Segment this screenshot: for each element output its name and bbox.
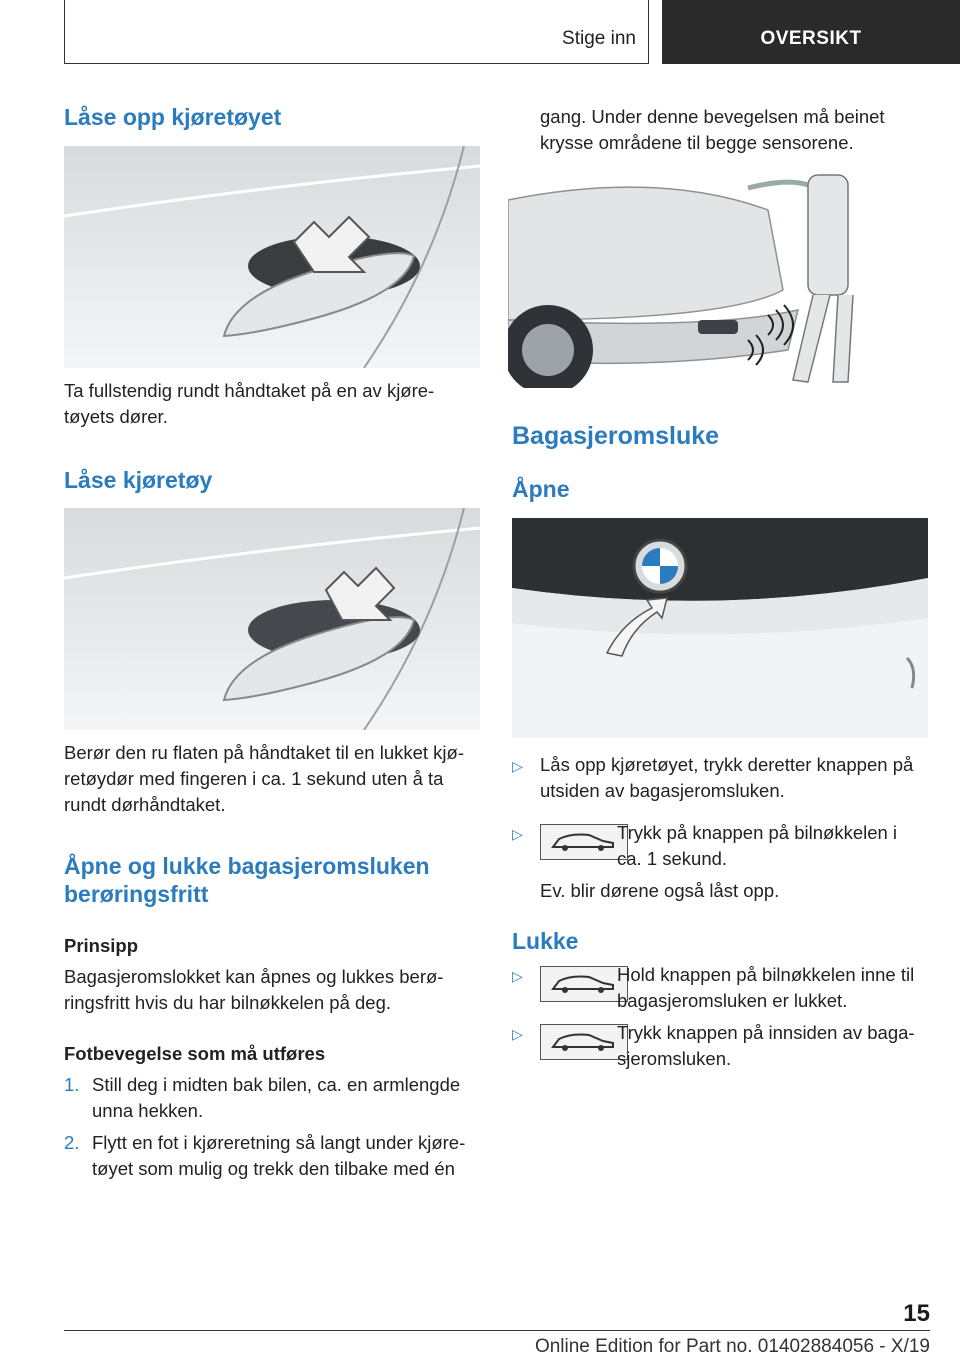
lock-text-line2: retøydør med fingeren i ca. 1 sekund uten å ta xyxy=(64,768,444,789)
heading-trunk: Bagasjeromsluke xyxy=(512,422,720,450)
heading-handsfree xyxy=(64,852,430,908)
heading-unlock: Låse opp kjøretøyet xyxy=(64,104,282,130)
heading-lock: Låse kjøretøy xyxy=(64,467,213,493)
close-item-2-text xyxy=(617,1020,937,1072)
step-2-number: 2. xyxy=(64,1132,80,1153)
header-section-title: Stige inn xyxy=(562,28,636,49)
car-trunk-key-button-icon xyxy=(540,1024,628,1060)
rear-bumper-kick-illustration-icon xyxy=(508,170,863,388)
step-2 xyxy=(64,1130,484,1182)
unlock-text xyxy=(64,378,484,430)
step-2-cont-line1: gang. Under denne bevegelsen må beinet xyxy=(540,106,885,127)
door-handle-illustration-icon xyxy=(64,146,480,368)
car-trunk-key-button-icon xyxy=(540,966,628,1002)
close-item-1-line2: bagasjeromsluken er lukket. xyxy=(617,990,848,1011)
open-item-1-line2: utsiden av bagasjeromsluken. xyxy=(540,780,785,801)
trunk-logo-figure xyxy=(512,518,928,738)
close-item-2-line1: Trykk knappen på innsiden av baga- xyxy=(617,1022,915,1043)
unlock-text-line1: Ta fullstendig rundt håndtaket på en av kjøre- xyxy=(64,380,435,401)
close-item-1-line1: Hold knappen på bilnøkkelen inne til xyxy=(617,964,915,985)
close-item-2 xyxy=(512,1020,523,1047)
header-chapter-title: OVERSIKT xyxy=(760,28,862,49)
door-handle-lock-figure xyxy=(64,508,480,730)
open-item-1 xyxy=(512,752,932,801)
step-1-number: 1. xyxy=(64,1074,80,1095)
open-item-1-text xyxy=(540,752,913,804)
step-2-line2: tøyet som mulig og trekk den tilbake med én xyxy=(92,1158,455,1179)
step-2-cont-line2: krysse områdene til begge sensorene. xyxy=(540,132,854,153)
open-item-2-text xyxy=(617,820,937,872)
door-handle-touch-illustration-icon xyxy=(64,508,480,730)
footer-edition: Online Edition for Part no. 01402884056 - X/19 xyxy=(534,1336,930,1357)
lock-text xyxy=(64,740,484,818)
close-item-2-line2: sjeromsluken. xyxy=(617,1048,732,1069)
heading-open: Åpne xyxy=(512,476,570,502)
car-trunk-key-button-icon-svg xyxy=(541,1025,626,1058)
principle-text-line1: Bagasjeromslokket kan åpnes og lukkes berø- xyxy=(64,966,444,987)
open-item-2-line2: ca. 1 sekund. xyxy=(617,848,728,869)
principle-title: Prinsipp xyxy=(64,935,139,956)
footer-divider xyxy=(64,1330,930,1331)
bullet-triangle-icon: ▷ xyxy=(512,968,523,984)
bullet-triangle-icon: ▷ xyxy=(512,826,523,842)
open-item-2-extra: Ev. blir dørene også låst opp. xyxy=(540,880,780,901)
principle-text xyxy=(64,964,484,1016)
bullet-triangle-icon: ▷ xyxy=(512,1026,523,1042)
heading-handsfree-line1: Åpne og lukke bagasjeromsluken xyxy=(64,853,430,879)
heading-close: Lukke xyxy=(512,928,579,954)
open-item-2-line1: Trykk på knappen på bilnøkkelen i xyxy=(617,822,898,843)
heading-handsfree-line2: berøringsfritt xyxy=(64,881,209,907)
door-handle-unlock-figure xyxy=(64,146,480,368)
car-trunk-key-button-icon-svg xyxy=(541,825,626,858)
principle-text-line2: ringsfritt hvis du har bilnøkkelen på deg. xyxy=(64,992,392,1013)
page-number: 15 xyxy=(903,1300,930,1327)
step-2-line1: Flytt en fot i kjøreretning så langt under kjøre- xyxy=(92,1132,466,1153)
car-trunk-key-button-icon-svg xyxy=(541,967,626,1000)
unlock-text-line2: tøyets dører. xyxy=(64,406,168,427)
lock-text-line1: Berør den ru flaten på håndtaket til en lukket kjø- xyxy=(64,742,465,763)
open-item-1-line1: Lås opp kjøretøyet, trykk deretter knappen på xyxy=(540,754,914,775)
trunk-logo-button-illustration-icon xyxy=(512,518,928,738)
close-item-1-text xyxy=(617,962,937,1014)
movement-title: Fotbevegelse som må utføres xyxy=(64,1043,326,1064)
close-item-1 xyxy=(512,962,523,989)
lock-text-line3: rundt dørhåndtaket. xyxy=(64,794,226,815)
step-1 xyxy=(64,1072,484,1124)
step-1-line2: unna hekken. xyxy=(92,1100,204,1121)
kick-sensor-figure xyxy=(508,170,863,388)
header-section-tab xyxy=(64,0,649,64)
bullet-triangle-icon: ▷ xyxy=(512,758,523,774)
step-2-continued xyxy=(540,104,930,156)
car-trunk-key-button-icon xyxy=(540,824,628,860)
header-chapter-tab xyxy=(662,0,960,64)
step-1-line1: Still deg i midten bak bilen, ca. en armlengde xyxy=(92,1074,461,1095)
